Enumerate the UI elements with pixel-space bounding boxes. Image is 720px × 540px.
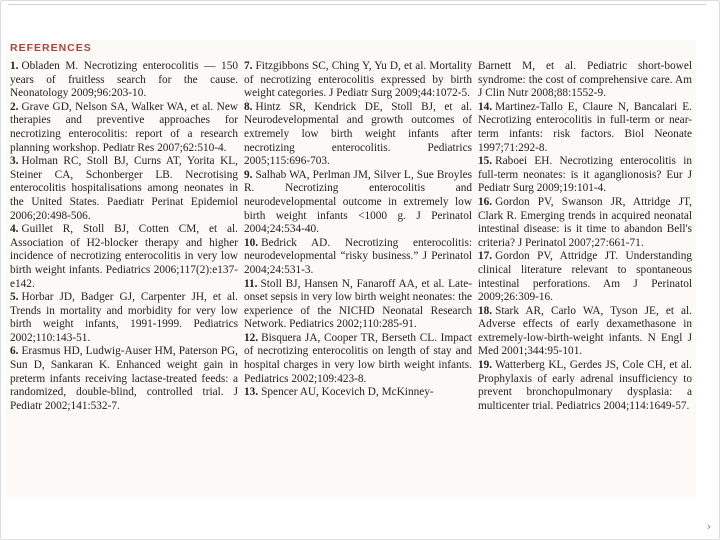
reference-number: 11. [244, 277, 258, 290]
reference-text: Stoll BJ, Hansen N, Fanaroff AA, et al. Late-onset sepsis in very low birth weight neonates: the experience of the NICHD Neonatal Research Network. Pediatrics 2002;110:285-91. [244, 277, 472, 331]
reference-number: 6. [10, 345, 19, 358]
reference-item [244, 278, 472, 332]
reference-text: Bisquera JA, Cooper TR, Berseth CL. Impact of necrotizing enterocolitis on length of stay and hospital charges in very low birth weight infants. Pediatrics 2002;109:423-8. [244, 331, 472, 385]
reference-item [10, 155, 238, 223]
reference-number: 9. [244, 168, 253, 181]
reference-number: 15. [478, 155, 493, 168]
reference-number: 7. [244, 60, 253, 72]
reference-number: 3. [10, 155, 19, 168]
references-column-3 [478, 60, 692, 413]
reference-text: Spencer AU, Kocevich D, McKinney- [261, 386, 434, 399]
reference-text: Raboei EH. Necrotizing enterocolitis in full-term neonates: is it aganglionosis? Eur J Pediatr Surg 2009;19:101-4. [478, 155, 692, 195]
reference-number: 17. [478, 250, 493, 263]
references-column-1 [10, 60, 238, 413]
reference-number: 16. [478, 195, 493, 208]
reference-number: 13. [244, 386, 259, 399]
reference-number: 18. [478, 304, 493, 317]
reference-number: 4. [10, 223, 19, 236]
reference-text: Guillet R, Stoll BJ, Cotten CM, et al. Association of H2-blocker therapy and higher incidence of necrotizing enterocolitis in very low birth weight infants. Pediatrics 2006;117(2):e137-e142. [10, 223, 238, 290]
reference-text: Gordon PV, Swanson JR, Attridge JT, Clark R. Emerging trends in acquired neonatal intestinal disease: is it time to abandon Bell's criteria? J Perinatol 2007;27:661-71. [478, 195, 692, 249]
reference-item [478, 196, 692, 250]
reference-item [10, 60, 238, 101]
reference-text: Fitzgibbons SC, Ching Y, Yu D, et al. Mortality of necrotizing enterocolitis expressed by birth weight categories. J Pediatr Surg 2009;44:1072-5. [244, 60, 472, 100]
reference-text: Hintz SR, Kendrick DE, Stoll BJ, et al. Neurodevelopmental and growth outcomes of extremely low birth weight infants after necrotizing enterocolitis. Pediatrics 2005;115:696-703. [244, 100, 472, 168]
reference-number: 1. [10, 60, 19, 72]
reference-text: Salhab WA, Perlman JM, Silver L, Sue Broyles R. Necrotizing enterocolitis and neurodevelopmental outcome in extremely low birth weight infants <1000 g. J Perinatol 2004;24:534-40. [244, 168, 472, 236]
reference-text: Bedrick AD. Necrotizing enterocolitis: neurodevelopmental “risky business.” J Perinatol 2004;24:531-3. [244, 236, 472, 276]
reference-text: Martinez-Tallo E, Claure N, Bancalari E. Necrotizing enterocolitis in full-term or near-term infants: risk factors. Biol Neonate 1997;71:292-8. [478, 100, 692, 154]
reference-item [244, 332, 472, 386]
reference-text: Watterberg KL, Gerdes JS, Cole CH, et al. Prophylaxis of early adrenal insufficiency to prevent bronchopulmonary dysplasia: a multicenter trial. Pediatrics 2004;114:1649-57. [478, 359, 692, 412]
reference-item [478, 101, 692, 155]
reference-number: 5. [10, 291, 19, 304]
reference-continuation: Barnett M, et al. Pediatric short-bowel syndrome: the cost of comprehensive care. Am J Clin Nutr 2008;88:1552-9. [478, 60, 692, 100]
reference-number: 12. [244, 331, 259, 344]
reference-text: Holman RC, Stoll BJ, Curns AT, Yorita KL, Steiner CA, Schonberger LB. Necrotising enterocolitis hospitalisations among neonates in the United States. Paediatr Perinat Epidemiol 2006;20:498-506. [10, 155, 238, 222]
reference-item [10, 345, 238, 413]
reference-text: Gordon PV, Attridge JT. Understanding clinical literature relevant to spontaneous intestinal perforations. Am J Perinatol 2009;26:309-16. [478, 250, 692, 304]
reference-item [478, 155, 692, 196]
references-page [6, 40, 696, 497]
reference-item [244, 60, 472, 101]
reference-item [244, 169, 472, 237]
chevron-right-icon: › [706, 520, 712, 533]
reference-number: 8. [244, 100, 253, 113]
reference-number: 19. [478, 359, 493, 372]
reference-item [10, 291, 238, 345]
reference-text: Stark AR, Carlo WA, Tyson JE, et al. Adverse effects of early dexamethasone in extremely-low-birth-weight infants. N Engl J Med 2001;344:95-101. [478, 304, 692, 358]
reference-item [478, 305, 692, 359]
reference-text: Horbar JD, Badger GJ, Carpenter JH, et al. Trends in mortality and morbidity for very low birth weight infants, 1991-1999. Pediatrics 2002;110:143-51. [10, 291, 238, 344]
references-heading: REFERENCES [10, 42, 92, 54]
reference-number: 14. [478, 100, 493, 113]
top-divider [8, 4, 706, 5]
reference-text: Erasmus HD, Ludwig-Auser HM, Paterson PG, Sun D, Sankaran K. Enhanced weight gain in preterm infants receiving lactase-treated feeds: a randomized, double-blind, controlled trial. J Pediatr 2002;141:532-7. [10, 345, 238, 412]
reference-text: Obladen M. Necrotizing enterocolitis — 150 years of fruitless search for the cause. Neonatology 2009;96:203-10. [10, 60, 238, 100]
reference-item [244, 237, 472, 278]
reference-number: 2. [10, 100, 19, 113]
reference-text: Grave GD, Nelson SA, Walker WA, et al. New therapies and preventive approaches for necrotizing enterocolitis: report of a research planning workshop. Pediatr Res 2007;62:510-4. [10, 100, 238, 154]
next-slide-button[interactable] [702, 520, 716, 534]
reference-item [244, 386, 472, 400]
reference-item [478, 250, 692, 304]
reference-item [10, 101, 238, 155]
reference-item [478, 359, 692, 413]
reference-item [244, 101, 472, 169]
reference-item [10, 223, 238, 291]
reference-number: 10. [244, 236, 259, 249]
references-column-2 [244, 60, 472, 400]
